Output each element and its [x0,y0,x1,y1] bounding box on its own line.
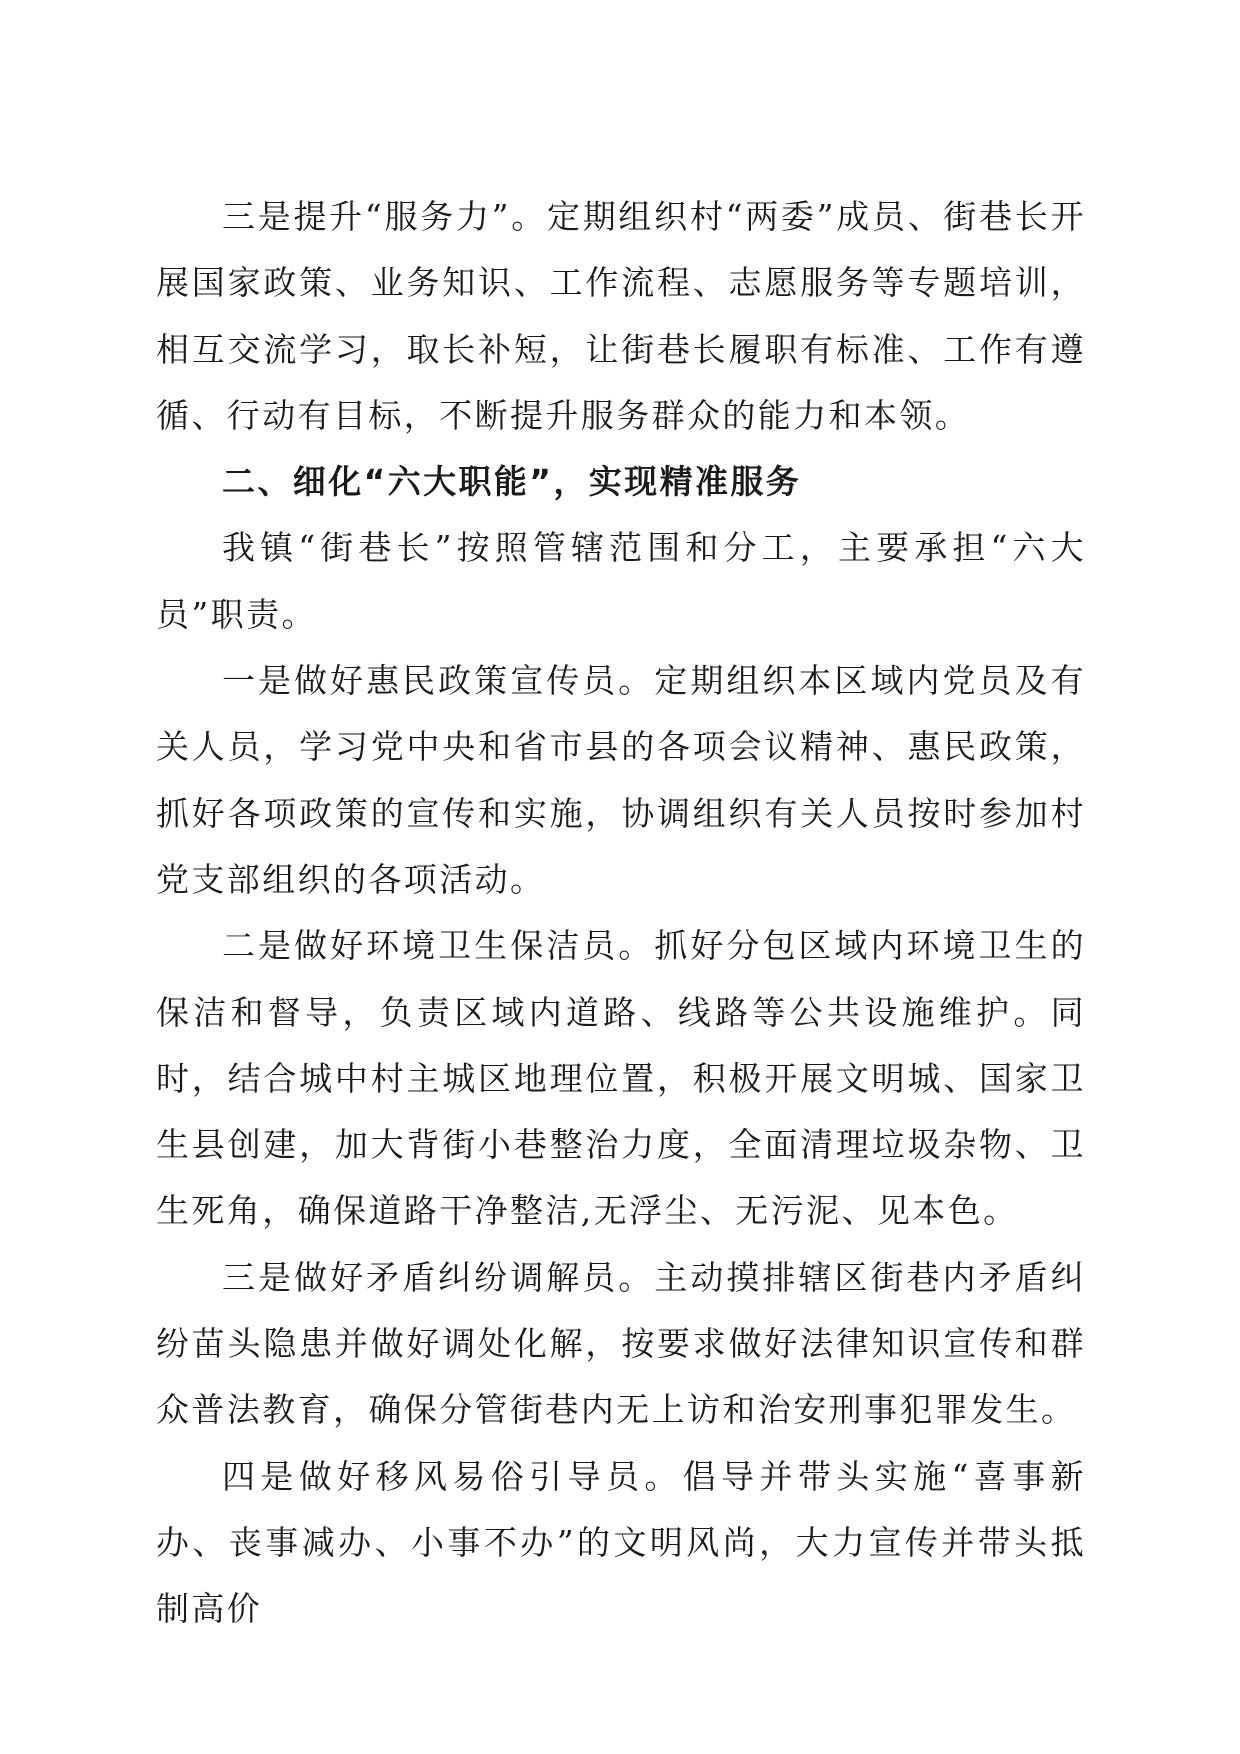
paragraph-custom-reform-guide: 四是做好移风易俗引导员。倡导并带头实施“喜事新办、丧事减办、小事不办”的文明风尚，大力宣传并带头抵制高价 [156,1456,1086,1629]
document-body [156,184,1086,1643]
paragraph-service-capacity: 三是提升“服务力”。定期组织村“两委”成员、街巷长开展国家政策、业务知识、工作流程、志愿服务等专题培训，相互交流学习，取长补短，让街巷长履职有标准、工作有遵循、行动有目标，不断提升服务群众的能力和本领。 [156,197,1086,435]
paragraph-six-roles-intro: 我镇“街巷长”按照管辖范围和分工，主要承担“六大员”职责。 [156,528,1086,634]
paragraph-dispute-mediator: 三是做好矛盾纠纷调解员。主动摸排辖区街巷内矛盾纠纷苗头隐患并做好调处化解，按要求做好法律知识宣传和群众普法教育，确保分管街巷内无上访和治安刑事犯罪发生。 [156,1257,1086,1430]
paragraph-sanitation-keeper: 二是做好环境卫生保洁员。抓好分包区域内环境卫生的保洁和督导，负责区域内道路、线路等公共设施维护。同时，结合城中村主城区地理位置，积极开展文明城、国家卫生县创建，加大背街小巷整治力度，全面清理垃圾杂物、卫生死角，确保道路干净整洁,无浮尘、无污泥、见本色。 [156,926,1086,1231]
paragraph-policy-publicist: 一是做好惠民政策宣传员。定期组织本区域内党员及有关人员，学习党中央和省市县的各项会议精神、惠民政策，抓好各项政策的宣传和实施，协调组织有关人员按时参加村党支部组织的各项活动。 [156,661,1086,899]
section-heading-six-functions: 二、细化“六大职能”，实现精准服务 [222,462,802,502]
